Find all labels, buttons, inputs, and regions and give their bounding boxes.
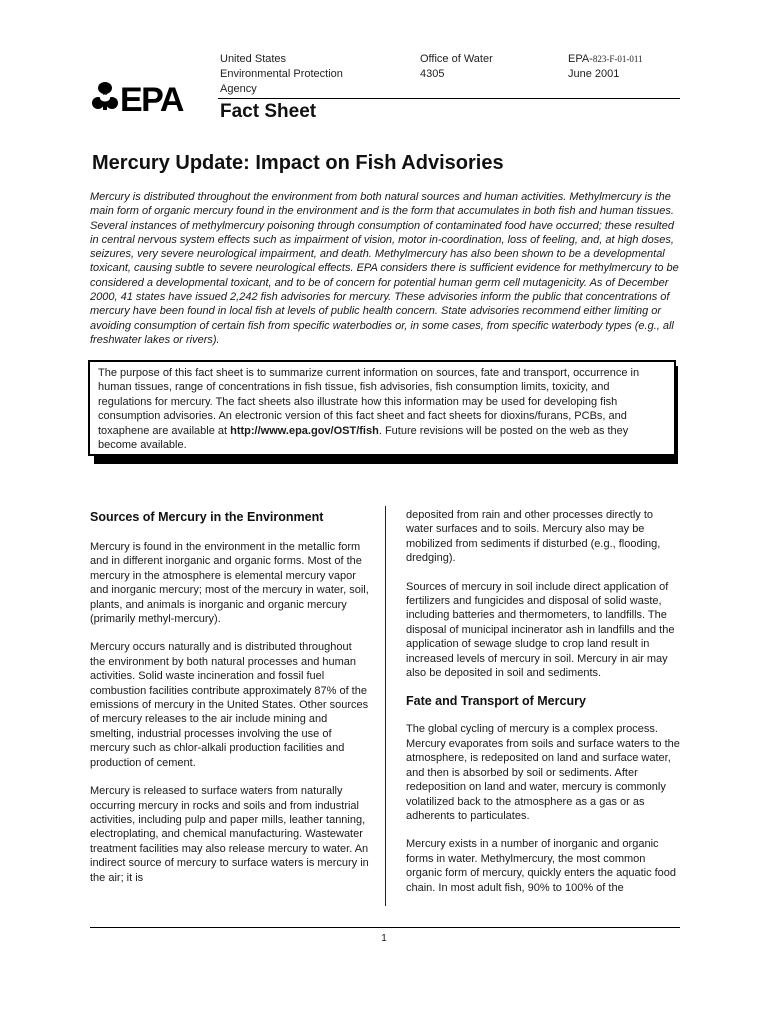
document-number	[568, 52, 718, 67]
left-column	[90, 508, 370, 899]
soil-sources-paragraph: Sources of mercury in soil include direct application of fertilizers and fungicides and disposal of solid waste, including batteries and thermometers, to landfills. The disposal of municipal incinerator ash in landfills and the application of sewage sludge to crop land result in increased levels of mercury in soil. Mercury in air may also be deposited in soil and sediments.	[406, 580, 675, 680]
column-divider	[385, 506, 386, 906]
epa-logo-graphic	[92, 80, 198, 114]
page-title: Mercury Update: Impact on Fish Advisories	[92, 152, 504, 174]
epa-logo-text: EPA	[120, 81, 183, 114]
epa-flower-icon	[92, 82, 118, 110]
epa-logo	[92, 80, 198, 119]
right-column	[406, 508, 682, 909]
fate-paragraph: Mercury exists in a number of inorganic and organic forms in water. Methylmercury, the most common organic form of mercury, quickly enters the aquatic food chain. In most adult fish, 90% to 100% of the	[406, 838, 677, 894]
agency-name-line: Environmental Protection	[220, 68, 343, 80]
sources-paragraph: Mercury is found in the environment in the metallic form and in different inorganic and organic forms. Most of the mercury in the atmosphere is elemental mercury vapor and inorganic mercury; most of the mercury in water, soil, plants, and animals is inorganic and organic mercury (primarily methyl-mercury).	[90, 541, 369, 626]
document-number-prefix: EPA-	[568, 53, 593, 65]
purpose-text	[98, 366, 666, 452]
agency-name	[220, 52, 390, 97]
fate-heading: Fate and Transport of Mercury	[406, 694, 586, 709]
fate-paragraph: The global cycling of mercury is a complex process. Mercury evaporates from soils and surface waters to the atmosphere, is redeposited on land and surface water, and then is absorbed by soil or sediments. After redeposition on land and water, mercury is commonly volatilized back to the atmosphere as a gas or as adherents to particulates.	[406, 723, 680, 822]
sources-paragraph: Mercury is released to surface waters from naturally occurring mercury in rocks and soils and from industrial activities, including pulp and paper mills, leather tanning, electroplating, and chemical manufacturing. Wastewater treatment facilities may also release mercury to water. An indirect source of mercury to surface waters is mercury in the air; it is	[90, 785, 369, 884]
purpose-text-end: . Future revisions will be posted on the web as they become available.	[98, 424, 629, 452]
sources-paragraph: Mercury occurs naturally and is distributed throughout the environment by both natural processes and human activities. Solid waste incineration and fossil fuel combustion facilities contribute approximately 87% of the emissions of mercury in the United States. Other sources of mercury releases to the air include mining and smelting, industrial processes involving the use of mercury such as chlor-alkali production facilities and production of cement.	[90, 641, 369, 769]
office-name: Office of Water	[420, 53, 493, 65]
office-info	[420, 52, 540, 82]
document-info	[568, 52, 718, 82]
purpose-text-start: The purpose of this fact sheet is to summarize current information on sources, fate and transport, occurrence in human tissues, range of concentrations in fish tissue, fish advisories, fish consumption limits, toxicity, and regulations for mercury. The fact sheets also illustrate how this information may be used for developing fish consumption advisories. An electronic version of this fact sheet and fact sheets for dioxins/furans, PCBs, and toxaphene are available at	[98, 367, 640, 437]
agency-name-line: United States	[220, 53, 287, 65]
footer-divider	[90, 927, 680, 928]
purpose-box	[88, 360, 676, 456]
sources-continued-paragraph: deposited from rain and other processes directly to water surfaces and to soils. Mercury also may be mobilized from sediments if disturbed (e.g., flooding, dredging).	[406, 509, 661, 565]
document-date: June 2001	[568, 68, 620, 80]
epa-fish-link[interactable]: http://www.epa.gov/OST/fish	[230, 424, 379, 437]
sources-heading: Sources of Mercury in the Environment	[90, 510, 324, 524]
agency-name-line: Agency	[220, 83, 257, 95]
page-number: 1	[381, 933, 387, 944]
intro-paragraph: Mercury is distributed throughout the environment from both natural sources and human activities. Methylmercury is the main form of organic mercury found in the environment and is the form that accumulates in both fish and human tissues. Several instances of methylmercury poisoning through consumption of contaminated food have occurred; these resulted in central nervous system effects such as impairment of vision, motor in-coordination, loss of feeling, and, at high doses, seizures, very severe neurological impairment, and death. Methylmercury has also been shown to be a developmental toxicant, causing subtle to severe neurological effects. EPA considers there is sufficient evidence for methylmercury to be considered a developmental toxicant, and to be of concern for potential human germ cell mutagenicity. As of December 2000, 41 states have issued 2,242 fish advisories for mercury. These advisories inform the public that concentrations of mercury have been found in local fish at levels of public health concern. State advisories recommend either limiting or avoiding consumption of certain fish from specific waterbodies or, in some cases, from specific waterbody types (e.g., all freshwater lakes or rivers).	[90, 191, 679, 346]
document-number-value: 823-F-01-011	[592, 54, 643, 64]
office-mail-code: 4305	[420, 68, 445, 80]
document-type: Fact Sheet	[220, 101, 317, 122]
